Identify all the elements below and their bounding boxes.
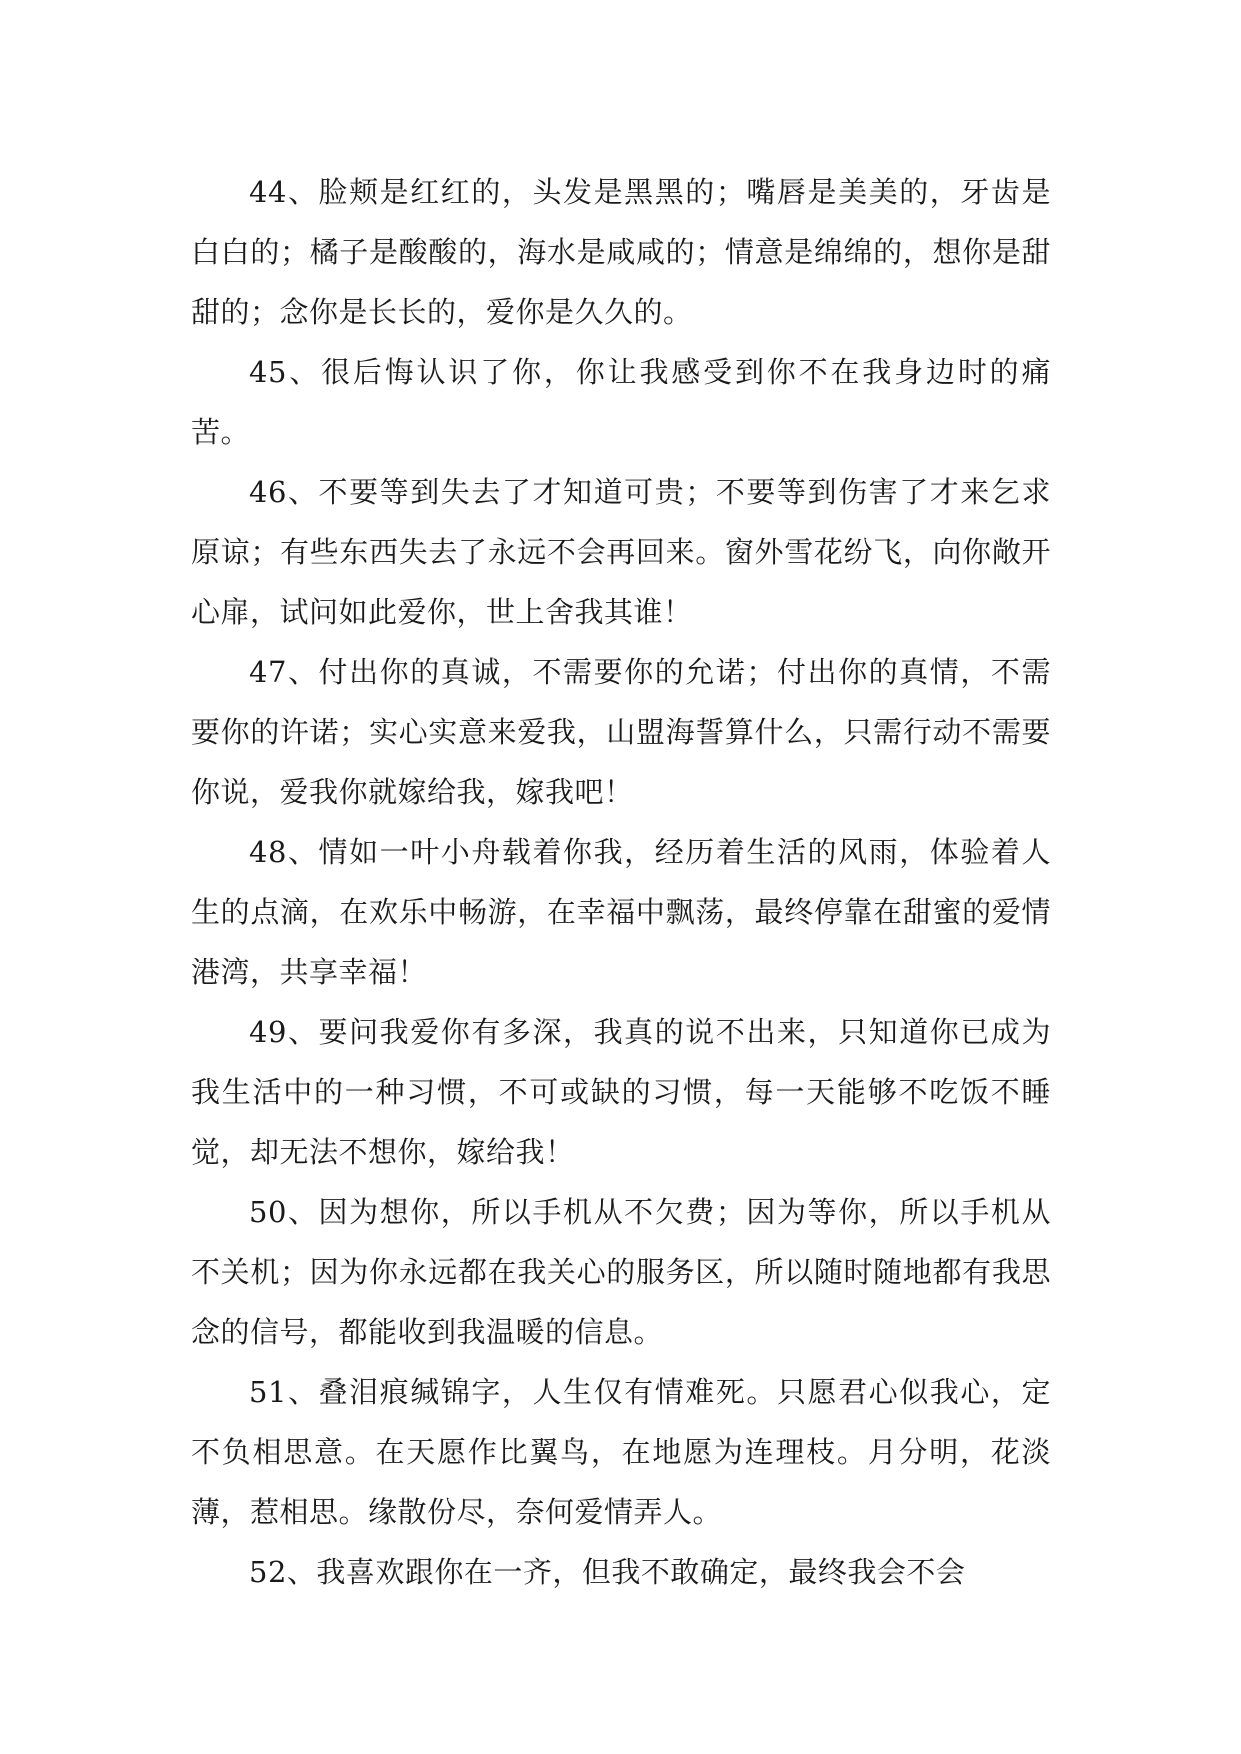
paragraph-47: 47、付出你的真诚，不需要你的允诺；付出你的真情，不需要你的许诺；实心实意来爱我，山盟海誓算什么，只需行动不需要你说，爱我你就嫁给我，嫁我吧！: [191, 655, 1051, 809]
paragraph-46: 46、不要等到失去了才知道可贵；不要等到伤害了才来乞求原谅；有些东西失去了永远不会再回来。窗外雪花纷飞，向你敞开心扉，试问如此爱你，世上舍我其谁！: [191, 475, 1051, 629]
paragraph-51: 51、叠泪痕缄锦字，人生仅有情难死。只愿君心似我心，定不负相思意。在天愿作比翼鸟，在地愿为连理枝。月分明，花淡薄，惹相思。缘散份尽，奈何爱情弄人。: [191, 1375, 1051, 1529]
document-body: [191, 162, 1051, 1602]
paragraph-45: 45、很后悔认识了你，你让我感受到你不在我身边时的痛苦。: [191, 355, 1051, 449]
paragraph-52: 52、我喜欢跟你在一齐，但我不敢确定，最终我会不会: [249, 1555, 966, 1589]
paragraph-48: 48、情如一叶小舟载着你我，经历着生活的风雨，体验着人生的点滴，在欢乐中畅游，在幸福中飘荡，最终停靠在甜蜜的爱情港湾，共享幸福！: [191, 835, 1051, 989]
paragraph-44: 44、脸颊是红红的，头发是黑黑的；嘴唇是美美的，牙齿是白白的；橘子是酸酸的，海水是咸咸的；情意是绵绵的，想你是甜甜的；念你是长长的，爱你是久久的。: [191, 175, 1051, 329]
paragraph-50: 50、因为想你，所以手机从不欠费；因为等你，所以手机从不关机；因为你永远都在我关心的服务区，所以随时随地都有我思念的信号，都能收到我温暖的信息。: [191, 1195, 1051, 1349]
paragraph-49: 49、要问我爱你有多深，我真的说不出来，只知道你已成为我生活中的一种习惯，不可或缺的习惯，每一天能够不吃饭不睡觉，却无法不想你，嫁给我！: [191, 1015, 1051, 1169]
